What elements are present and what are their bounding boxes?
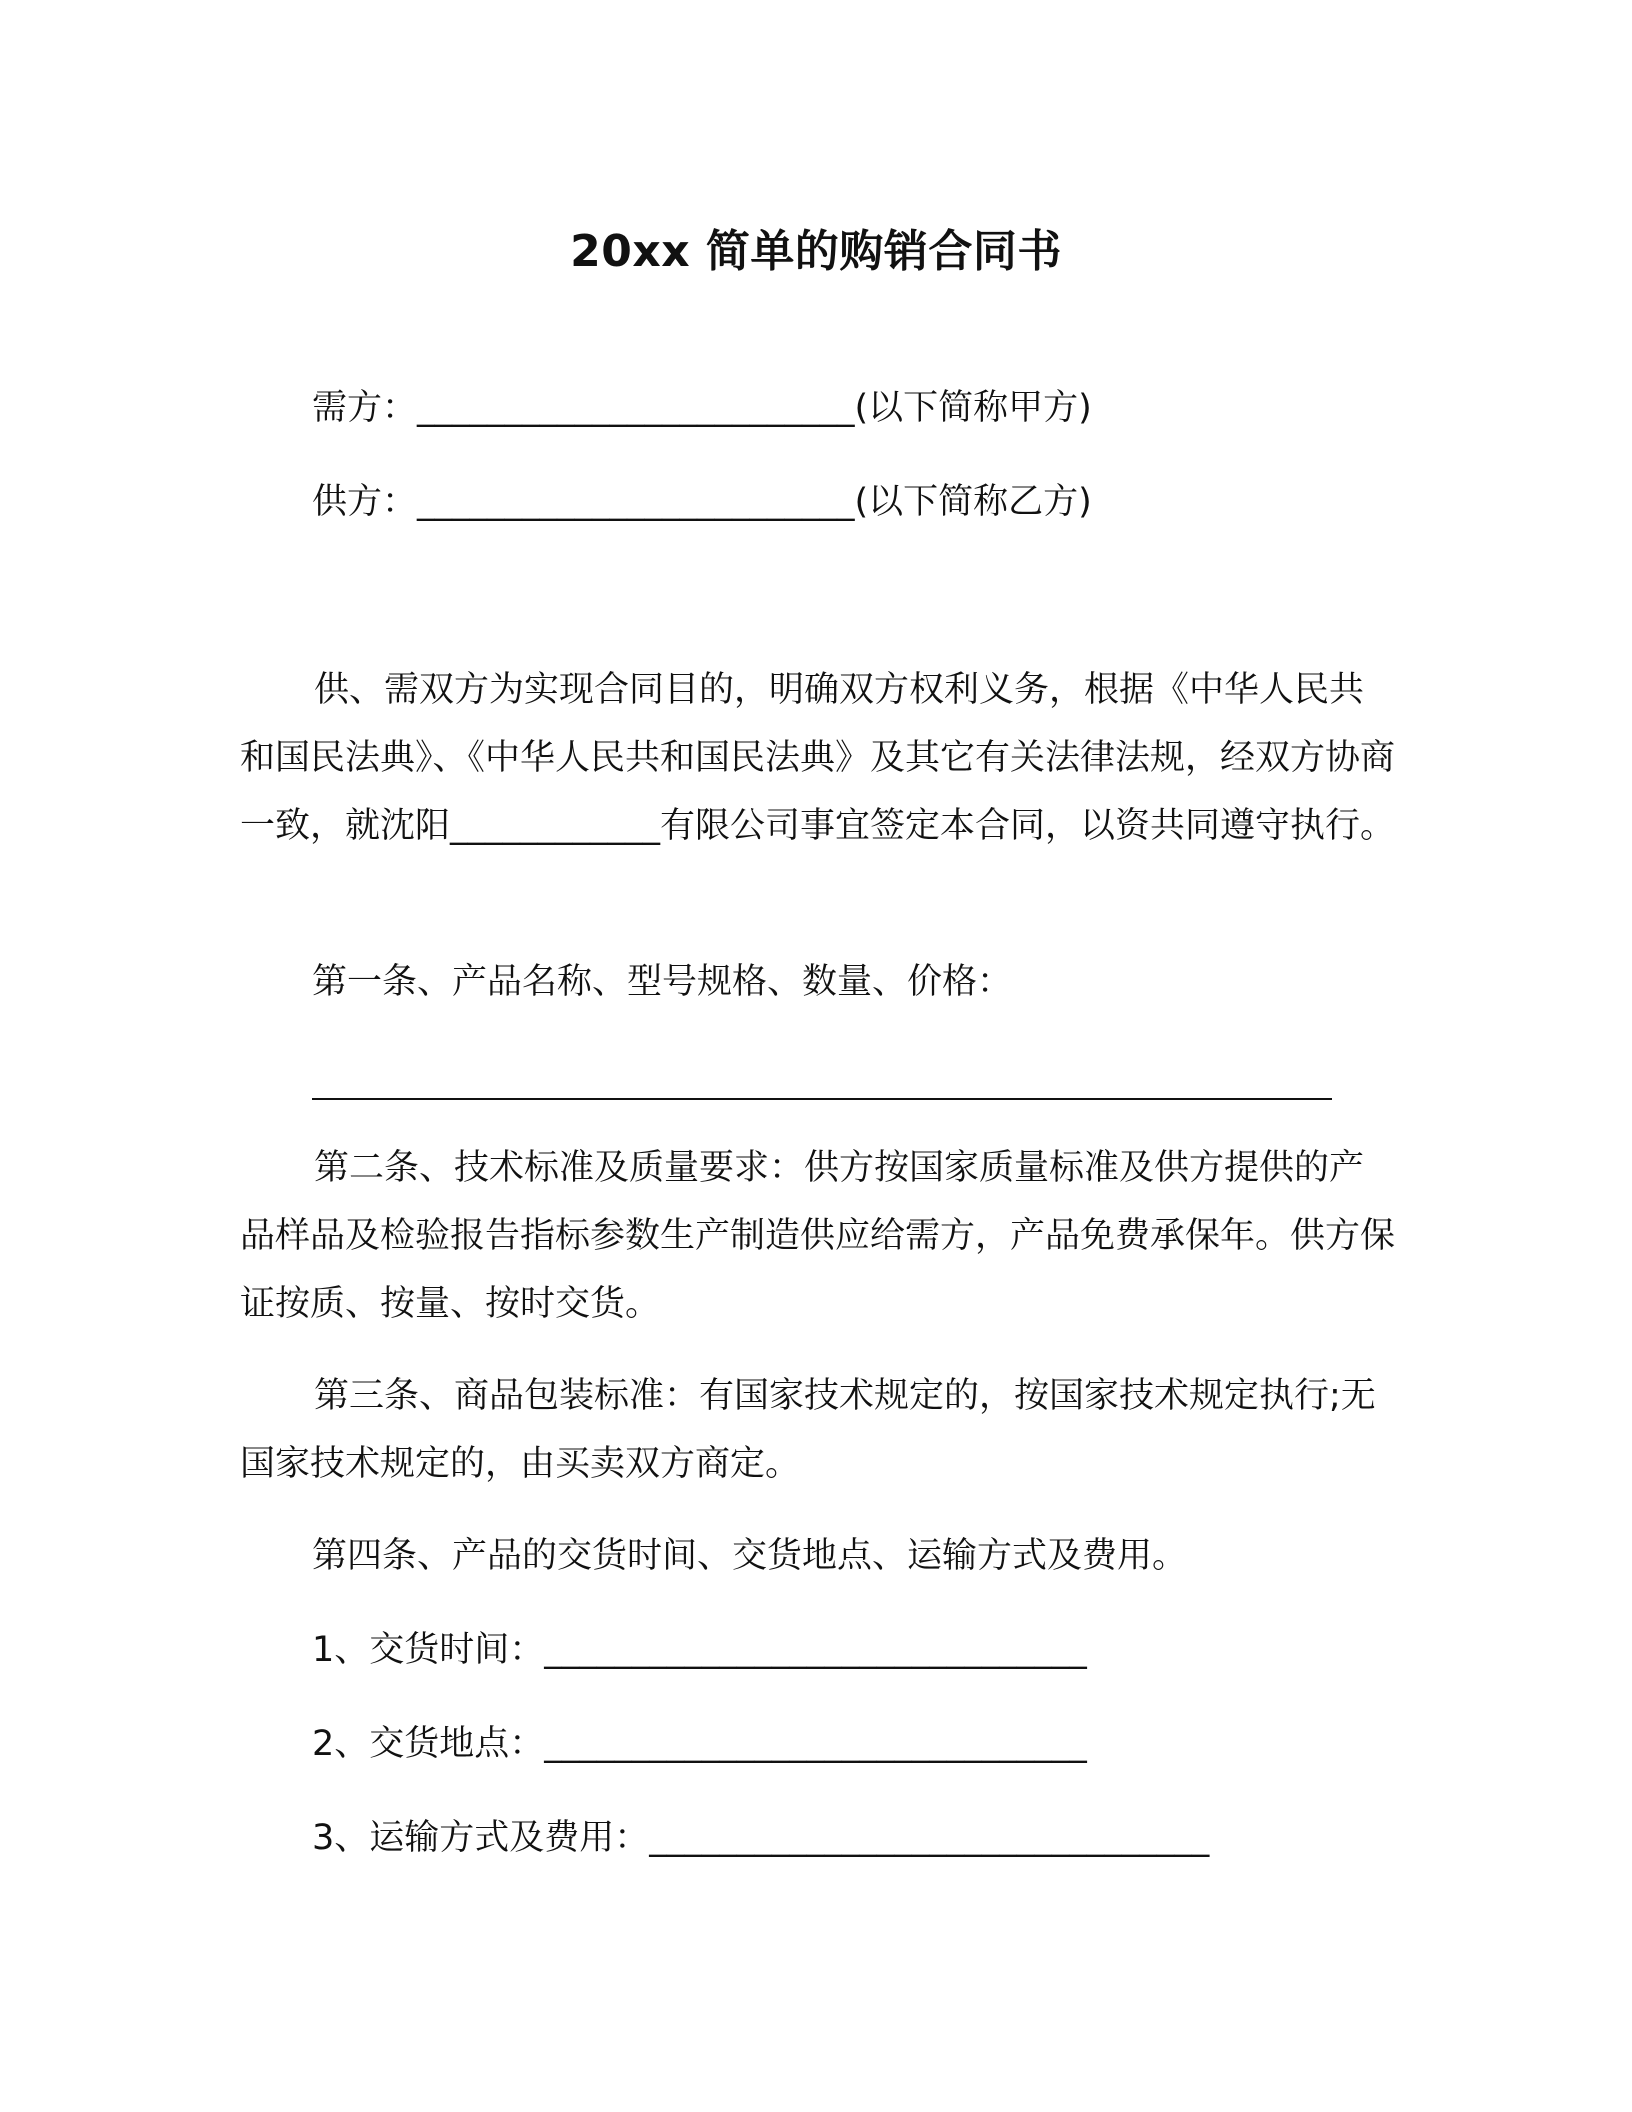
transport-item: 3、运输方式及费用：________________________________ — [312, 1818, 1210, 1858]
party-a-line: 需方：_________________________(以下简称甲方) — [312, 388, 1092, 428]
article-1-blank-line — [312, 1098, 1332, 1100]
delivery-place-item: 2、交货地点：_______________________________ — [312, 1724, 1087, 1764]
delivery-time-item: 1、交货时间：_______________________________ — [312, 1630, 1087, 1670]
intro-paragraph: 供、需双方为实现合同目的，明确双方权利义务，根据《中华人民共和国民法典》、《中华人民共和国民法典》及其它有关法律法规，经双方协商一致，就沈阳____________有限公司事宜签定本合同，以资共同遵守执行。 — [240, 670, 1396, 846]
party-b-line: 供方：_________________________(以下简称乙方) — [312, 482, 1092, 522]
article-3: 第三条、商品包装标准：有国家技术规定的，按国家技术规定执行;无国家技术规定的，由买卖双方商定。 — [240, 1376, 1376, 1484]
article-4: 第四条、产品的交货时间、交货地点、运输方式及费用。 — [312, 1536, 1188, 1576]
article-1: 第一条、产品名称、型号规格、数量、价格： — [312, 962, 1013, 1002]
document-title: 20xx 简单的购销合同书 — [570, 226, 1062, 277]
article-2: 第二条、技术标准及质量要求：供方按国家质量标准及供方提供的产品样品及检验报告指标参数生产制造供应给需方，产品免费承保年。供方保证按质、按量、按时交货。 — [240, 1148, 1396, 1324]
